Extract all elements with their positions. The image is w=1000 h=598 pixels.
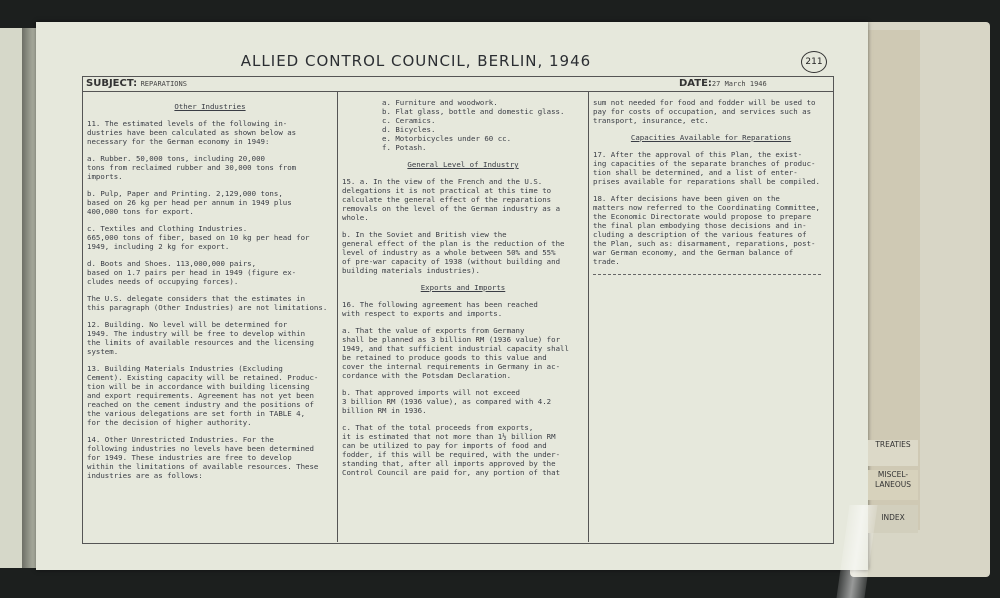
paragraph-16c: c. That of the total proceeds from exports, it is estimated that not more than 1½ billion RM can be utilized to pay for imports of food and fodder, if this will be required, with the under- standing that, after all imports approved by the Control Council are paid for, any portion of that — [342, 423, 561, 477]
paragraph-16a: a. That the value of exports from Germany shall be planned as 3 billion RM (1936 value) for 1949, and that sufficient industrial capacity shall be retained to produce goods to this value and cover the internal requirements in Germany in ac- cordance with the Potsdam Declaration. — [342, 326, 569, 380]
paragraph-18: 18. After decisions have been given on the matters now referred to the Coordinating Committee, the Economic Directorate would propose to prepare the final plan embodying those decisions and in- cluding a description of the various features of the Plan, such as: disarmament, reparations, post- war German economy, and the German balance of trade. — [593, 194, 820, 266]
binder-spine — [22, 28, 36, 568]
paragraph-11b: b. Pulp, Paper and Printing. 2,129,000 tons, based on 26 kg per head per annum in 1949 plus 400,000 tons for export. — [87, 189, 292, 216]
paragraph-12: 12. Building. No level will be determined for 1949. The industry will be free to develop within the limits of available resources and the licensing system. — [87, 320, 314, 356]
column-3 — [589, 92, 833, 542]
paragraph-11d: d. Boots and Shoes. 113,000,000 pairs, based on 1.7 pairs per head in 1949 (figure ex- cludes needs of occupying forces). — [87, 259, 297, 286]
industry-list: a. Furniture and woodwork. b. Flat glass, bottle and domestic glass. c. Ceramics. d. Bicycles. e. Motorbicycles under 60 cc. f. Potash. — [382, 98, 565, 152]
subject-row — [83, 77, 833, 92]
document-page — [36, 22, 868, 570]
column-1 — [83, 92, 338, 542]
date-value: 27 March 1946 — [711, 80, 767, 88]
heading-exports-imports: Exports and Imports — [420, 283, 506, 292]
heading-other-industries: Other Industries — [174, 102, 246, 111]
paragraph-11a: a. Rubber. 50,000 tons, including 20,000 tons from reclaimed rubber and 30,000 tons from imports. — [87, 154, 297, 181]
paragraph-17: 17. After the approval of this Plan, the exist- ing capacities of the separate branches of produc- tion shall be determined, and a list of enter- prises available for reparations shall be compiled. — [593, 150, 820, 186]
paragraph-16b: b. That approved imports will not exceed 3 billion RM (1936 value), as compared with 4.2 billion RM in 1936. — [342, 388, 552, 415]
heading-general-level: General Level of Industry — [407, 160, 519, 169]
paragraph-16c-cont: sum not needed for food and fodder will be used to pay for costs of occupation, and services such as transport, insurance, etc. — [593, 98, 816, 125]
paragraph-16: 16. The following agreement has been reached with respect to exports and imports. — [342, 300, 538, 318]
tab-miscellaneous[interactable]: MISCEL- LANEOUS — [868, 470, 918, 500]
paragraph-13: 13. Building Materials Industries (Excluding Cement). Existing capacity will be retained. Produc- tion will be in accordance with building licensing and export requirements. Agreement has not yet been reached on the cement industry and the positions of the various delegations are set forth in TABLE 4, for the decision of higher authority. — [87, 364, 319, 427]
subject-value: REPARATIONS — [140, 80, 187, 88]
page-number: 211 — [801, 51, 827, 73]
subject-label: SUBJECT: — [86, 78, 138, 89]
tab-index[interactable]: INDEX — [868, 505, 918, 533]
dashed-divider — [593, 274, 821, 275]
page-title: ALLIED CONTROL COUNCIL, BERLIN, 1946 — [240, 52, 592, 70]
paragraph-11: 11. The estimated levels of the following in- dustries have been calculated as shown below as necessary for the German economy in 1949: — [87, 119, 297, 146]
paragraph-15a: 15. a. In the view of the French and the U.S. delegations it is not practical at this time to calculate the general effect of the reparations removals on the level of the German industry as a whole. — [342, 177, 561, 222]
paragraph-us-note: The U.S. delegate considers that the estimates in this paragraph (Other Industries) are not limitations. — [87, 294, 328, 312]
paragraph-11c: c. Textiles and Clothing Industries. 665,000 tons of fiber, based on 10 kg per head for 1949, including 2 kg for export. — [87, 224, 310, 251]
tab-treaties[interactable]: TREATIES — [868, 440, 918, 466]
paragraph-14: 14. Other Unrestricted Industries. For the following industries no levels have been determined for 1949. These industries are free to develop within the limitations of available resources. These industries are as follows: — [87, 435, 319, 480]
subject-field — [86, 78, 187, 89]
date-field — [679, 78, 767, 89]
heading-capacities: Capacities Available for Reparations — [630, 133, 792, 142]
content-frame — [82, 76, 834, 544]
date-label: DATE: — [679, 78, 712, 89]
column-2 — [338, 92, 589, 542]
paragraph-15b: b. In the Soviet and British view the general effect of the plan is the reduction of the level of industry as a whole between 50% and 55% of pre-war capacity of 1938 (without building and building materials industries). — [342, 230, 565, 275]
